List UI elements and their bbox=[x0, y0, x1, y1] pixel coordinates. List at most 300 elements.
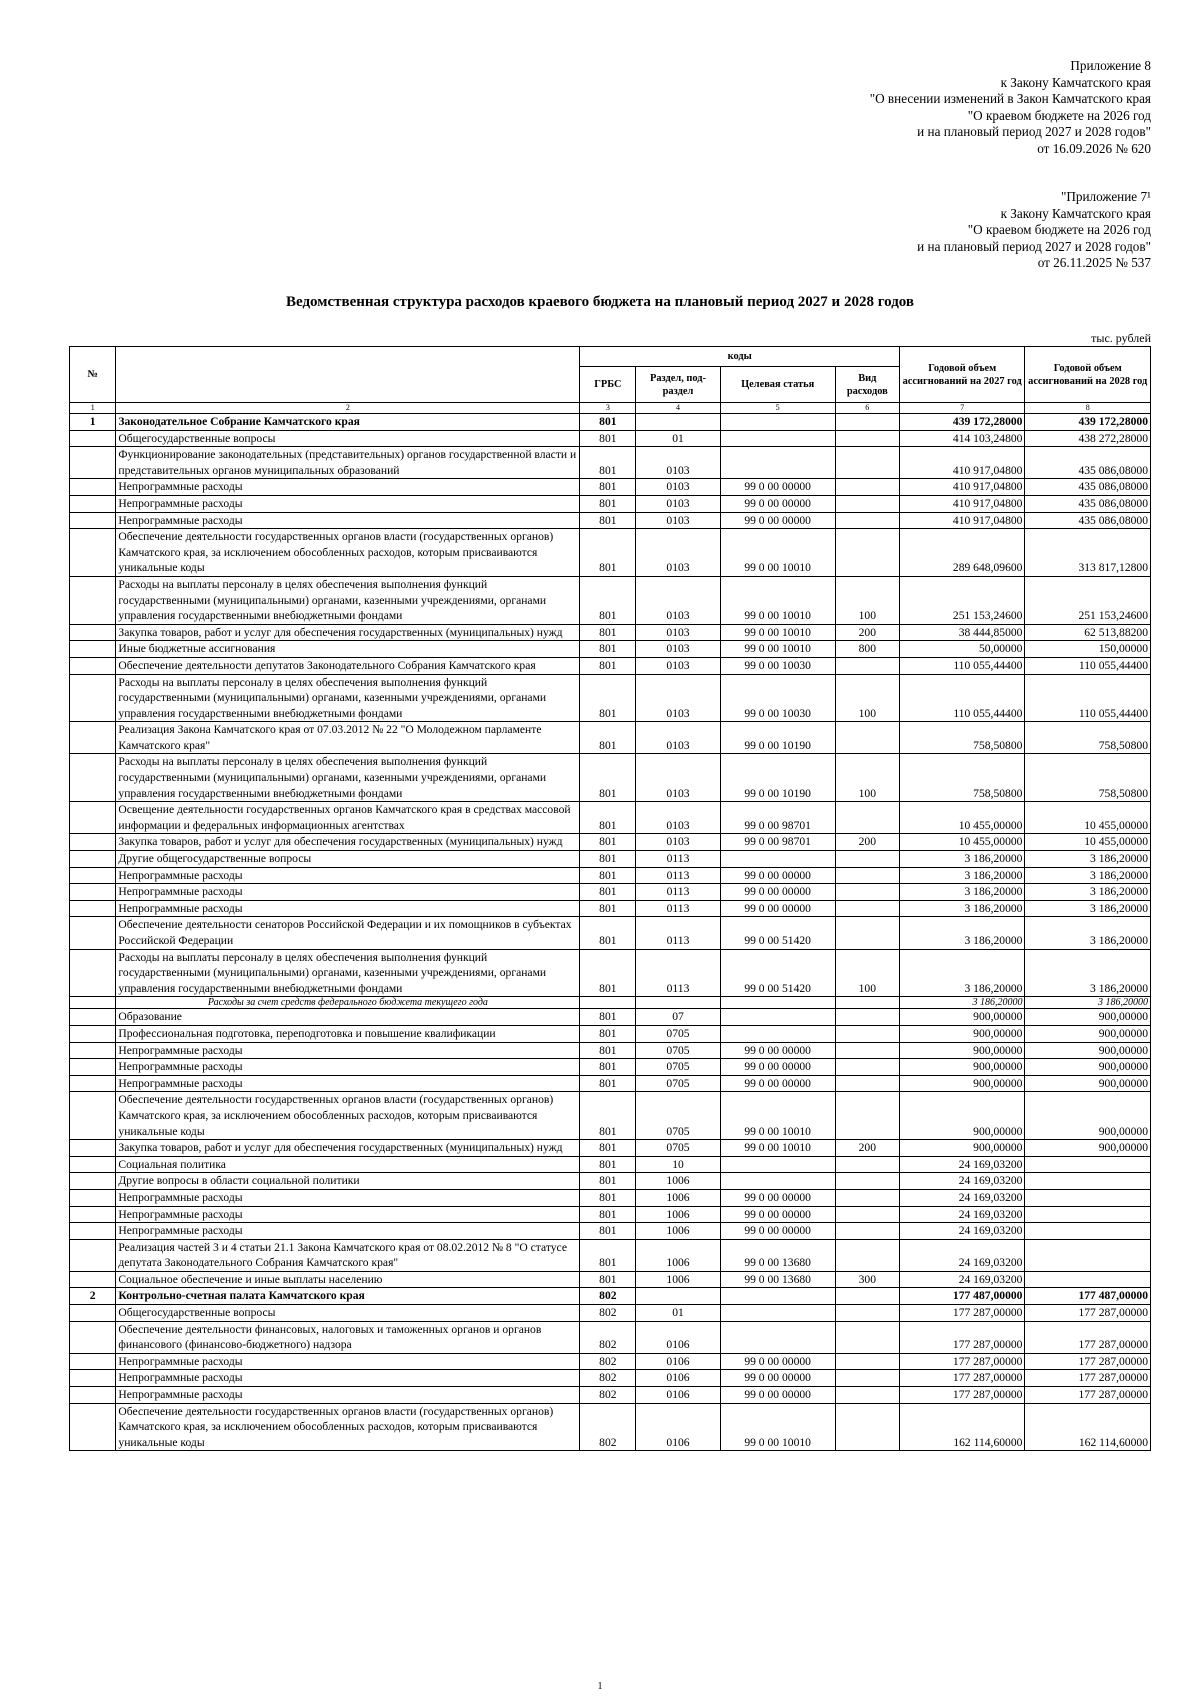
row-section: 0106 bbox=[636, 1403, 720, 1451]
row-grbs: 801 bbox=[580, 851, 636, 868]
row-grbs: 801 bbox=[580, 1271, 636, 1288]
row-grbs: 801 bbox=[580, 479, 636, 496]
row-name: Обеспечение деятельности государственных органов власти (государственных органов) Камчатского края, за исключением обособленных расходов, которым присваиваются уникальные коды bbox=[116, 1403, 580, 1451]
row-number bbox=[70, 1353, 116, 1370]
row-amount-2028: 10 455,00000 bbox=[1025, 802, 1151, 834]
row-amount-2028: 439 172,28000 bbox=[1025, 414, 1151, 431]
row-amount-2027: 414 103,24800 bbox=[899, 430, 1025, 447]
row-amount-2027: 3 186,20000 bbox=[899, 851, 1025, 868]
row-amount-2027: 900,00000 bbox=[899, 1092, 1025, 1140]
table-row bbox=[70, 1206, 1151, 1223]
row-grbs: 801 bbox=[580, 1025, 636, 1042]
row-name: Социальное обеспечение и иные выплаты населению bbox=[116, 1271, 580, 1288]
row-target: 99 0 00 10010 bbox=[720, 641, 835, 658]
row-amount-2027: 410 917,04800 bbox=[899, 447, 1025, 479]
row-section: 0103 bbox=[636, 802, 720, 834]
row-grbs: 801 bbox=[580, 414, 636, 431]
row-target bbox=[720, 997, 835, 1009]
table-row bbox=[70, 1387, 1151, 1404]
row-target: 99 0 00 00000 bbox=[720, 1370, 835, 1387]
row-grbs: 801 bbox=[580, 430, 636, 447]
row-number bbox=[70, 1075, 116, 1092]
row-number bbox=[70, 1009, 116, 1026]
row-grbs: 801 bbox=[580, 657, 636, 674]
row-grbs: 801 bbox=[580, 917, 636, 949]
row-target: 99 0 00 00000 bbox=[720, 1223, 835, 1240]
row-target: 99 0 00 10190 bbox=[720, 722, 835, 754]
row-section: 0103 bbox=[636, 576, 720, 624]
row-amount-2027: 900,00000 bbox=[899, 1140, 1025, 1157]
column-number: 6 bbox=[835, 403, 899, 414]
row-name: Закупка товаров, работ и услуг для обеспечения государственных (муниципальных) нужд bbox=[116, 834, 580, 851]
row-amount-2027: 24 169,03200 bbox=[899, 1206, 1025, 1223]
row-name: Реализация частей 3 и 4 статьи 21.1 Закона Камчатского края от 08.02.2012 № 8 "О статусе депутата Законодательного Собрания Камчатского края" bbox=[116, 1239, 580, 1271]
table-row bbox=[70, 1288, 1151, 1305]
table-row bbox=[70, 1075, 1151, 1092]
table-row bbox=[70, 576, 1151, 624]
column-number: 1 bbox=[70, 403, 116, 414]
row-target: 99 0 00 00000 bbox=[720, 495, 835, 512]
row-number bbox=[70, 1156, 116, 1173]
table-row bbox=[70, 1189, 1151, 1206]
row-name: Обеспечение деятельности сенаторов Российской Федерации и их помощников в субъектах Российской Федерации bbox=[116, 917, 580, 949]
row-amount-2028: 150,00000 bbox=[1025, 641, 1151, 658]
row-section: 0106 bbox=[636, 1387, 720, 1404]
row-exp-type bbox=[835, 657, 899, 674]
row-exp-type: 100 bbox=[835, 576, 899, 624]
header-line: к Закону Камчатского края bbox=[1000, 74, 1151, 90]
row-grbs: 801 bbox=[580, 834, 636, 851]
row-number bbox=[70, 430, 116, 447]
row-grbs: 801 bbox=[580, 1173, 636, 1190]
column-number: 5 bbox=[720, 403, 835, 414]
header-2028: Годовой объем ассигнований на 2028 год bbox=[1025, 347, 1151, 403]
row-exp-type bbox=[835, 414, 899, 431]
row-exp-type bbox=[835, 1321, 899, 1353]
row-number bbox=[70, 1403, 116, 1451]
row-amount-2028: 3 186,20000 bbox=[1025, 997, 1151, 1009]
table-row bbox=[70, 834, 1151, 851]
row-amount-2027: 24 169,03200 bbox=[899, 1271, 1025, 1288]
row-target: 99 0 00 51420 bbox=[720, 949, 835, 997]
table-row bbox=[70, 1042, 1151, 1059]
row-exp-type bbox=[835, 1092, 899, 1140]
row-amount-2027: 758,50800 bbox=[899, 754, 1025, 802]
row-name: Закупка товаров, работ и услуг для обеспечения государственных (муниципальных) нужд bbox=[116, 624, 580, 641]
row-name: Законодательное Собрание Камчатского края bbox=[116, 414, 580, 431]
row-amount-2028: 62 513,88200 bbox=[1025, 624, 1151, 641]
row-section: 0705 bbox=[636, 1042, 720, 1059]
row-amount-2027: 410 917,04800 bbox=[899, 512, 1025, 529]
row-grbs: 802 bbox=[580, 1387, 636, 1404]
row-number bbox=[70, 722, 116, 754]
row-target: 99 0 00 13680 bbox=[720, 1271, 835, 1288]
table-row bbox=[70, 1353, 1151, 1370]
row-exp-type bbox=[835, 1075, 899, 1092]
row-amount-2028: 177 287,00000 bbox=[1025, 1387, 1151, 1404]
row-number bbox=[70, 1321, 116, 1353]
row-section: 1006 bbox=[636, 1173, 720, 1190]
column-number: 2 bbox=[116, 403, 580, 414]
row-grbs: 802 bbox=[580, 1370, 636, 1387]
row-amount-2027: 10 455,00000 bbox=[899, 834, 1025, 851]
row-amount-2028: 435 086,08000 bbox=[1025, 447, 1151, 479]
row-amount-2028: 758,50800 bbox=[1025, 754, 1151, 802]
header-line: к Закону Камчатского края bbox=[1000, 205, 1151, 221]
table-row bbox=[70, 512, 1151, 529]
row-target: 99 0 00 10010 bbox=[720, 1403, 835, 1451]
row-grbs: 801 bbox=[580, 722, 636, 754]
row-section: 1006 bbox=[636, 1189, 720, 1206]
row-number: 1 bbox=[70, 414, 116, 431]
row-amount-2027: 24 169,03200 bbox=[899, 1189, 1025, 1206]
row-name: Непрограммные расходы bbox=[116, 900, 580, 917]
row-amount-2027: 10 455,00000 bbox=[899, 802, 1025, 834]
row-amount-2027: 38 444,85000 bbox=[899, 624, 1025, 641]
row-name: Образование bbox=[116, 1009, 580, 1026]
table-row bbox=[70, 1059, 1151, 1076]
table-row bbox=[70, 430, 1151, 447]
row-section: 1006 bbox=[636, 1223, 720, 1240]
row-exp-type bbox=[835, 1173, 899, 1190]
row-target: 99 0 00 13680 bbox=[720, 1239, 835, 1271]
row-target: 99 0 00 10010 bbox=[720, 1140, 835, 1157]
row-amount-2027: 177 287,00000 bbox=[899, 1321, 1025, 1353]
row-target: 99 0 00 00000 bbox=[720, 1206, 835, 1223]
row-exp-type bbox=[835, 495, 899, 512]
row-name: Непрограммные расходы bbox=[116, 1042, 580, 1059]
row-exp-type bbox=[835, 997, 899, 1009]
row-amount-2027: 900,00000 bbox=[899, 1042, 1025, 1059]
row-exp-type bbox=[835, 1305, 899, 1322]
row-exp-type bbox=[835, 1156, 899, 1173]
row-amount-2028: 758,50800 bbox=[1025, 722, 1151, 754]
table-row bbox=[70, 997, 1151, 1009]
row-exp-type bbox=[835, 479, 899, 496]
row-grbs: 802 bbox=[580, 1353, 636, 1370]
row-exp-type bbox=[835, 802, 899, 834]
page-number: 1 bbox=[597, 1681, 603, 1692]
row-amount-2027: 251 153,24600 bbox=[899, 576, 1025, 624]
table-row bbox=[70, 900, 1151, 917]
row-number bbox=[70, 529, 116, 577]
row-amount-2027: 900,00000 bbox=[899, 1059, 1025, 1076]
row-amount-2027: 177 287,00000 bbox=[899, 1370, 1025, 1387]
row-exp-type bbox=[835, 917, 899, 949]
row-section: 01 bbox=[636, 430, 720, 447]
row-exp-type bbox=[835, 512, 899, 529]
header-target: Целевая статья bbox=[720, 367, 835, 403]
row-section: 0103 bbox=[636, 447, 720, 479]
row-exp-type bbox=[835, 1223, 899, 1240]
row-amount-2028: 177 287,00000 bbox=[1025, 1353, 1151, 1370]
table-row bbox=[70, 949, 1151, 997]
row-exp-type bbox=[835, 1387, 899, 1404]
row-grbs: 801 bbox=[580, 576, 636, 624]
row-amount-2027: 177 287,00000 bbox=[899, 1387, 1025, 1404]
row-number bbox=[70, 1025, 116, 1042]
row-amount-2028: 177 287,00000 bbox=[1025, 1370, 1151, 1387]
row-number bbox=[70, 657, 116, 674]
row-amount-2028: 177 287,00000 bbox=[1025, 1305, 1151, 1322]
row-section: 0113 bbox=[636, 851, 720, 868]
row-amount-2028: 900,00000 bbox=[1025, 1140, 1151, 1157]
row-amount-2027: 3 186,20000 bbox=[899, 917, 1025, 949]
row-amount-2028: 900,00000 bbox=[1025, 1092, 1151, 1140]
row-amount-2028: 900,00000 bbox=[1025, 1009, 1151, 1026]
table-row bbox=[70, 1370, 1151, 1387]
row-target bbox=[720, 1288, 835, 1305]
row-section: 1006 bbox=[636, 1271, 720, 1288]
row-target: 99 0 00 00000 bbox=[720, 1042, 835, 1059]
row-grbs: 801 bbox=[580, 529, 636, 577]
row-target: 99 0 00 00000 bbox=[720, 1075, 835, 1092]
row-number bbox=[70, 641, 116, 658]
row-target bbox=[720, 1156, 835, 1173]
table-row bbox=[70, 495, 1151, 512]
header-line: Приложение 8 bbox=[1070, 58, 1151, 73]
table-row bbox=[70, 851, 1151, 868]
row-name: Закупка товаров, работ и услуг для обеспечения государственных (муниципальных) нужд bbox=[116, 1140, 580, 1157]
row-grbs: 801 bbox=[580, 867, 636, 884]
row-section: 0103 bbox=[636, 624, 720, 641]
row-amount-2028: 3 186,20000 bbox=[1025, 867, 1151, 884]
units-label: тыс. рублей bbox=[1091, 331, 1151, 345]
row-name: Обеспечение деятельности депутатов Законодательного Собрания Камчатского края bbox=[116, 657, 580, 674]
row-amount-2027: 110 055,44400 bbox=[899, 657, 1025, 674]
row-name: Иные бюджетные ассигнования bbox=[116, 641, 580, 658]
row-number bbox=[70, 802, 116, 834]
row-grbs: 801 bbox=[580, 1223, 636, 1240]
row-grbs: 801 bbox=[580, 1075, 636, 1092]
row-amount-2028 bbox=[1025, 1239, 1151, 1271]
row-name: Профессиональная подготовка, переподготовка и повышение квалификации bbox=[116, 1025, 580, 1042]
row-number bbox=[70, 1189, 116, 1206]
row-amount-2027: 50,00000 bbox=[899, 641, 1025, 658]
row-grbs: 801 bbox=[580, 512, 636, 529]
row-grbs: 801 bbox=[580, 900, 636, 917]
row-name: Непрограммные расходы bbox=[116, 867, 580, 884]
row-number bbox=[70, 1173, 116, 1190]
row-name: Непрограммные расходы bbox=[116, 1189, 580, 1206]
column-number: 7 bbox=[899, 403, 1025, 414]
table-row bbox=[70, 754, 1151, 802]
row-section: 0113 bbox=[636, 949, 720, 997]
row-name: Непрограммные расходы bbox=[116, 1370, 580, 1387]
row-amount-2028: 900,00000 bbox=[1025, 1075, 1151, 1092]
row-section: 0705 bbox=[636, 1092, 720, 1140]
row-target bbox=[720, 851, 835, 868]
row-section: 0103 bbox=[636, 495, 720, 512]
row-number bbox=[70, 949, 116, 997]
table-row bbox=[70, 1173, 1151, 1190]
table-row bbox=[70, 479, 1151, 496]
row-amount-2027: 110 055,44400 bbox=[899, 674, 1025, 722]
row-name: Социальная политика bbox=[116, 1156, 580, 1173]
table-row bbox=[70, 722, 1151, 754]
row-target: 99 0 00 00000 bbox=[720, 512, 835, 529]
table-row bbox=[70, 884, 1151, 901]
row-target: 99 0 00 00000 bbox=[720, 900, 835, 917]
row-target: 99 0 00 10190 bbox=[720, 754, 835, 802]
row-amount-2027: 3 186,20000 bbox=[899, 900, 1025, 917]
row-target: 99 0 00 00000 bbox=[720, 884, 835, 901]
row-grbs: 801 bbox=[580, 1189, 636, 1206]
row-amount-2028: 3 186,20000 bbox=[1025, 900, 1151, 917]
row-name: Расходы на выплаты персоналу в целях обеспечения выполнения функций государственными (муниципальными) органами, казенными учреждениями, органами управления государственными внебюджетными фондами bbox=[116, 949, 580, 997]
header-codes: коды bbox=[580, 347, 900, 367]
row-grbs: 801 bbox=[580, 1092, 636, 1140]
row-section: 0103 bbox=[636, 479, 720, 496]
table-row bbox=[70, 867, 1151, 884]
row-target bbox=[720, 430, 835, 447]
appendix-header-original bbox=[917, 189, 1151, 272]
table-row bbox=[70, 917, 1151, 949]
row-name: Контрольно-счетная палата Камчатского края bbox=[116, 1288, 580, 1305]
row-grbs: 801 bbox=[580, 1042, 636, 1059]
row-exp-type bbox=[835, 1025, 899, 1042]
table-row bbox=[70, 1092, 1151, 1140]
row-section: 0103 bbox=[636, 722, 720, 754]
row-section: 0106 bbox=[636, 1353, 720, 1370]
table-row bbox=[70, 1403, 1151, 1451]
row-exp-type bbox=[835, 722, 899, 754]
row-exp-type bbox=[835, 1370, 899, 1387]
row-name: Непрограммные расходы bbox=[116, 884, 580, 901]
row-target: 99 0 00 00000 bbox=[720, 1059, 835, 1076]
header-line: от 16.09.2026 № 620 bbox=[1037, 140, 1151, 156]
row-number bbox=[70, 1223, 116, 1240]
row-amount-2028 bbox=[1025, 1173, 1151, 1190]
row-exp-type: 300 bbox=[835, 1271, 899, 1288]
row-grbs: 801 bbox=[580, 1239, 636, 1271]
table-body bbox=[70, 414, 1151, 1451]
row-target: 99 0 00 10030 bbox=[720, 657, 835, 674]
header-line: и на плановый период 2027 и 2028 годов" bbox=[917, 238, 1151, 254]
row-exp-type bbox=[835, 1189, 899, 1206]
row-amount-2028: 313 817,12800 bbox=[1025, 529, 1151, 577]
row-name: Обеспечение деятельности финансовых, налоговых и таможенных органов и органов финансового (финансово-бюджетного) надзора bbox=[116, 1321, 580, 1353]
row-amount-2028: 435 086,08000 bbox=[1025, 495, 1151, 512]
table-row bbox=[70, 802, 1151, 834]
row-amount-2028: 435 086,08000 bbox=[1025, 479, 1151, 496]
table-row bbox=[70, 1271, 1151, 1288]
row-section: 0103 bbox=[636, 512, 720, 529]
row-section bbox=[636, 1288, 720, 1305]
row-number bbox=[70, 1271, 116, 1288]
row-target: 99 0 00 00000 bbox=[720, 1189, 835, 1206]
header-line: "О краевом бюджете на 2026 год bbox=[967, 222, 1151, 238]
row-amount-2027: 3 186,20000 bbox=[899, 867, 1025, 884]
row-number bbox=[70, 997, 116, 1009]
row-exp-type bbox=[835, 447, 899, 479]
row-amount-2027: 410 917,04800 bbox=[899, 495, 1025, 512]
row-exp-type bbox=[835, 900, 899, 917]
row-number bbox=[70, 834, 116, 851]
row-amount-2027: 24 169,03200 bbox=[899, 1173, 1025, 1190]
row-amount-2028: 3 186,20000 bbox=[1025, 851, 1151, 868]
row-amount-2028: 110 055,44400 bbox=[1025, 657, 1151, 674]
row-amount-2028: 900,00000 bbox=[1025, 1025, 1151, 1042]
table-row bbox=[70, 1140, 1151, 1157]
table-row bbox=[70, 414, 1151, 431]
row-name: Освещение деятельности государственных органов Камчатского края в средствах массовой информации и федеральных информационных агентствах bbox=[116, 802, 580, 834]
row-target: 99 0 00 10010 bbox=[720, 1092, 835, 1140]
row-amount-2027: 24 169,03200 bbox=[899, 1156, 1025, 1173]
row-amount-2027: 758,50800 bbox=[899, 722, 1025, 754]
header-exp-type: Вид расходов bbox=[835, 367, 899, 403]
row-amount-2027: 177 287,00000 bbox=[899, 1353, 1025, 1370]
row-amount-2028: 162 114,60000 bbox=[1025, 1403, 1151, 1451]
row-section: 10 bbox=[636, 1156, 720, 1173]
row-number bbox=[70, 900, 116, 917]
row-grbs: 801 bbox=[580, 1206, 636, 1223]
row-section: 0103 bbox=[636, 641, 720, 658]
table-row bbox=[70, 674, 1151, 722]
row-amount-2028: 177 287,00000 bbox=[1025, 1321, 1151, 1353]
table-row bbox=[70, 529, 1151, 577]
row-name: Реализация Закона Камчатского края от 07.03.2012 № 22 "О Молодежном парламенте Камчатского края" bbox=[116, 722, 580, 754]
row-grbs: 801 bbox=[580, 624, 636, 641]
row-amount-2028 bbox=[1025, 1271, 1151, 1288]
row-amount-2028 bbox=[1025, 1206, 1151, 1223]
table-row bbox=[70, 1239, 1151, 1271]
row-section: 0705 bbox=[636, 1025, 720, 1042]
row-target: 99 0 00 10010 bbox=[720, 624, 835, 641]
row-exp-type bbox=[835, 884, 899, 901]
row-grbs: 802 bbox=[580, 1321, 636, 1353]
row-name: Другие общегосударственные вопросы bbox=[116, 851, 580, 868]
row-name: Расходы на выплаты персоналу в целях обеспечения выполнения функций государственными (муниципальными) органами, казенными учреждениями, органами управления государственными внебюджетными фондами bbox=[116, 674, 580, 722]
row-name: Общегосударственные вопросы bbox=[116, 430, 580, 447]
header-section: Раздел, под-раздел bbox=[636, 367, 720, 403]
row-target bbox=[720, 1025, 835, 1042]
row-exp-type bbox=[835, 1206, 899, 1223]
column-number: 8 bbox=[1025, 403, 1151, 414]
table-row bbox=[70, 657, 1151, 674]
row-exp-type: 100 bbox=[835, 754, 899, 802]
row-section: 1006 bbox=[636, 1206, 720, 1223]
row-amount-2027: 177 487,00000 bbox=[899, 1288, 1025, 1305]
header-2027: Годовой объем ассигнований на 2027 год bbox=[899, 347, 1025, 403]
column-number: 3 bbox=[580, 403, 636, 414]
row-amount-2028 bbox=[1025, 1156, 1151, 1173]
row-target bbox=[720, 1173, 835, 1190]
row-name: Обеспечение деятельности государственных органов власти (государственных органов) Камчатского края, за исключением обособленных расходов, которым присваиваются уникальные коды bbox=[116, 1092, 580, 1140]
row-number bbox=[70, 1140, 116, 1157]
table-row bbox=[70, 447, 1151, 479]
row-exp-type bbox=[835, 1239, 899, 1271]
row-number bbox=[70, 917, 116, 949]
budget-table bbox=[69, 346, 1151, 1451]
row-number bbox=[70, 1206, 116, 1223]
row-name: Непрограммные расходы bbox=[116, 1353, 580, 1370]
row-section: 0705 bbox=[636, 1075, 720, 1092]
appendix-header bbox=[870, 58, 1151, 158]
row-amount-2028: 3 186,20000 bbox=[1025, 917, 1151, 949]
row-exp-type: 100 bbox=[835, 949, 899, 997]
header-name bbox=[116, 347, 580, 403]
row-number bbox=[70, 1370, 116, 1387]
table-row bbox=[70, 624, 1151, 641]
row-grbs: 802 bbox=[580, 1288, 636, 1305]
row-number bbox=[70, 1387, 116, 1404]
row-amount-2028: 438 272,28000 bbox=[1025, 430, 1151, 447]
row-name: Расходы на выплаты персоналу в целях обеспечения выполнения функций государственными (муниципальными) органами, казенными учреждениями, органами управления государственными внебюджетными фондами bbox=[116, 754, 580, 802]
row-section: 0103 bbox=[636, 529, 720, 577]
row-section: 0106 bbox=[636, 1321, 720, 1353]
row-number bbox=[70, 576, 116, 624]
